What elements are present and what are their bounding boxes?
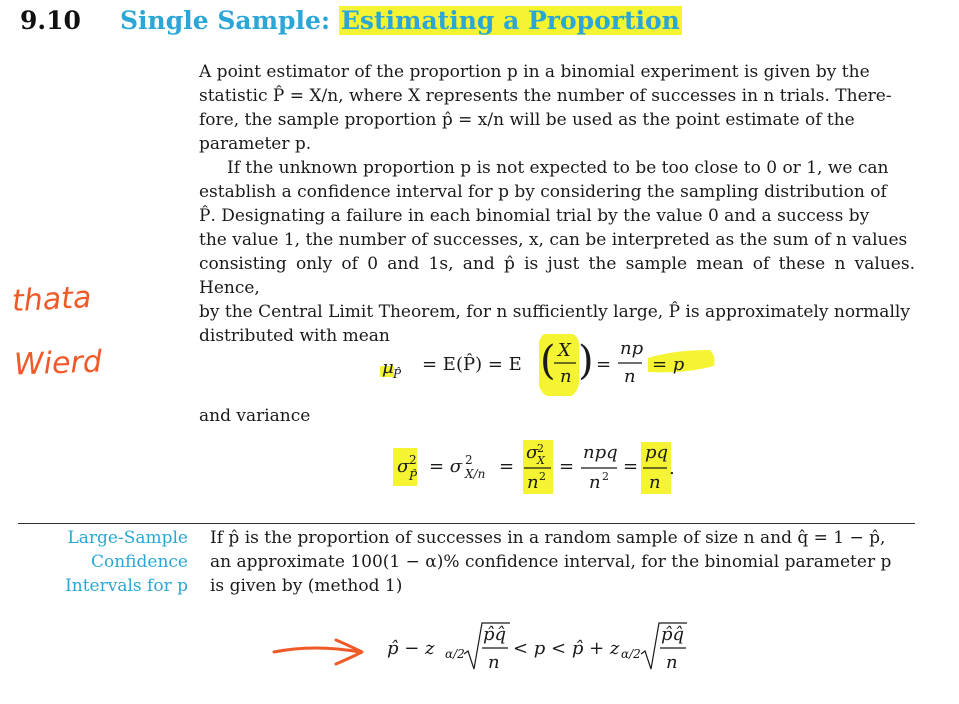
var-f1-den: n xyxy=(527,472,539,493)
p2-line-2: establish a confidence interval for p by considering the sampling distribution of xyxy=(199,182,887,202)
p1-line-2: statistic P̂ = X/n, where X represents the number of successes in n trials. There- xyxy=(199,86,892,106)
var-eq-3: = xyxy=(559,456,575,477)
handwritten-note-2: Wierd xyxy=(13,344,103,383)
var-period: . xyxy=(669,458,675,479)
definition-line-1: If p̂ is the proportion of successes in a random sample of size n and q̂ = 1 − p̂, xyxy=(210,528,886,548)
ci-right-den: n xyxy=(666,652,678,673)
mean-frac2-den: n xyxy=(624,366,636,387)
var-sigma-square: 2 xyxy=(409,453,417,467)
left-paren-icon: ( xyxy=(540,338,556,384)
ci-left-den: n xyxy=(488,652,500,673)
var-square-2: 2 xyxy=(465,453,473,467)
ci-left-sub: α/2 xyxy=(445,647,465,661)
p2-line-5: consisting only of 0 and 1s, and p̂ is just the sample mean of these n values. Hence, xyxy=(199,254,915,298)
mean-eq-sign: = xyxy=(596,354,612,375)
var-f2-num: npq xyxy=(583,442,618,463)
p1-line-4: parameter p. xyxy=(199,134,312,154)
ci-right-sub: α/2 xyxy=(621,647,641,661)
hand-drawn-arrow-icon xyxy=(270,636,370,668)
p1-line-1: A point estimator of the proportion p in a binomial experiment is given by the xyxy=(199,62,870,82)
var-f1-den-sq: 2 xyxy=(539,470,546,483)
mean-mu-subscript: P̂ xyxy=(393,367,402,381)
sidebar-line-1: Large-Sample xyxy=(67,528,188,548)
section-title-part2-highlighted: Estimating a Proportion xyxy=(340,6,680,35)
p2-line-1: If the unknown proportion p is not expected to be too close to 0 or 1, we can xyxy=(227,158,889,178)
p2-line-6: by the Central Limit Theorem, for n sufficiently large, P̂ is approximately normally xyxy=(199,302,910,322)
mean-equation xyxy=(380,330,740,400)
var-f1-num-sigma: σ xyxy=(526,442,539,463)
section-number: 9.10 xyxy=(20,6,81,35)
var-eq1: = σ xyxy=(429,456,463,477)
var-f1-num-sq: 2 xyxy=(537,442,544,455)
definition-line-2: an approximate 100(1 − α)% confidence interval, for the binomial parameter p xyxy=(210,552,892,572)
var-eq-4: = xyxy=(623,456,639,477)
var-sigma-subscript: P̂ xyxy=(409,469,418,483)
paragraph-2 xyxy=(199,156,915,348)
var-f2-den: n xyxy=(589,472,601,493)
var-sigma: σ xyxy=(397,456,410,477)
var-eq-2: = xyxy=(499,456,515,477)
p1-line-3: fore, the sample proportion p̂ = x/n will be used as the point estimate of the xyxy=(199,110,855,130)
var-f1-num-sub: X xyxy=(537,454,545,467)
mean-frac1-num: X xyxy=(558,340,571,361)
p2-line-7: distributed with mean xyxy=(199,326,390,346)
definition-line-3: is given by (method 1) xyxy=(210,576,403,596)
mean-result: = p xyxy=(652,354,685,375)
mean-mu: μ xyxy=(382,357,394,378)
sidebar-label xyxy=(40,526,188,598)
handwritten-note-1: thata xyxy=(11,279,93,320)
box-rule xyxy=(18,523,915,524)
var-f3-num: pq xyxy=(645,442,669,463)
definition-text xyxy=(210,526,915,598)
p2-line-4: the value 1, the number of successes, x, can be interpreted as the sum of n values xyxy=(199,230,908,250)
right-paren-icon: ) xyxy=(578,338,594,384)
var-f2-den-sq: 2 xyxy=(602,470,609,483)
paragraph-1 xyxy=(199,60,915,156)
mean-frac2-num: np xyxy=(620,338,644,359)
sidebar-line-3: Intervals for p xyxy=(65,576,188,596)
section-title xyxy=(120,6,682,35)
var-subscript-xn: X/n xyxy=(465,467,486,481)
mean-frac1-den: n xyxy=(560,366,572,387)
ci-equation xyxy=(385,618,705,678)
var-f3-den: n xyxy=(649,472,661,493)
section-title-part1: Single Sample: xyxy=(120,6,339,35)
ci-middle: < p < p̂ + z xyxy=(513,638,620,659)
variance-equation xyxy=(385,438,685,498)
ci-right-num: p̂q̂ xyxy=(661,624,685,645)
ci-left: p̂ − z xyxy=(387,638,435,659)
and-variance-text: and variance xyxy=(199,406,311,426)
sidebar-line-2: Confidence xyxy=(90,552,188,572)
ci-left-num: p̂q̂ xyxy=(483,624,507,645)
mean-expectation: = E(P̂) = E xyxy=(422,354,522,375)
p2-line-3: P̂. Designating a failure in each binomial trial by the value 0 and a success by xyxy=(199,206,870,226)
